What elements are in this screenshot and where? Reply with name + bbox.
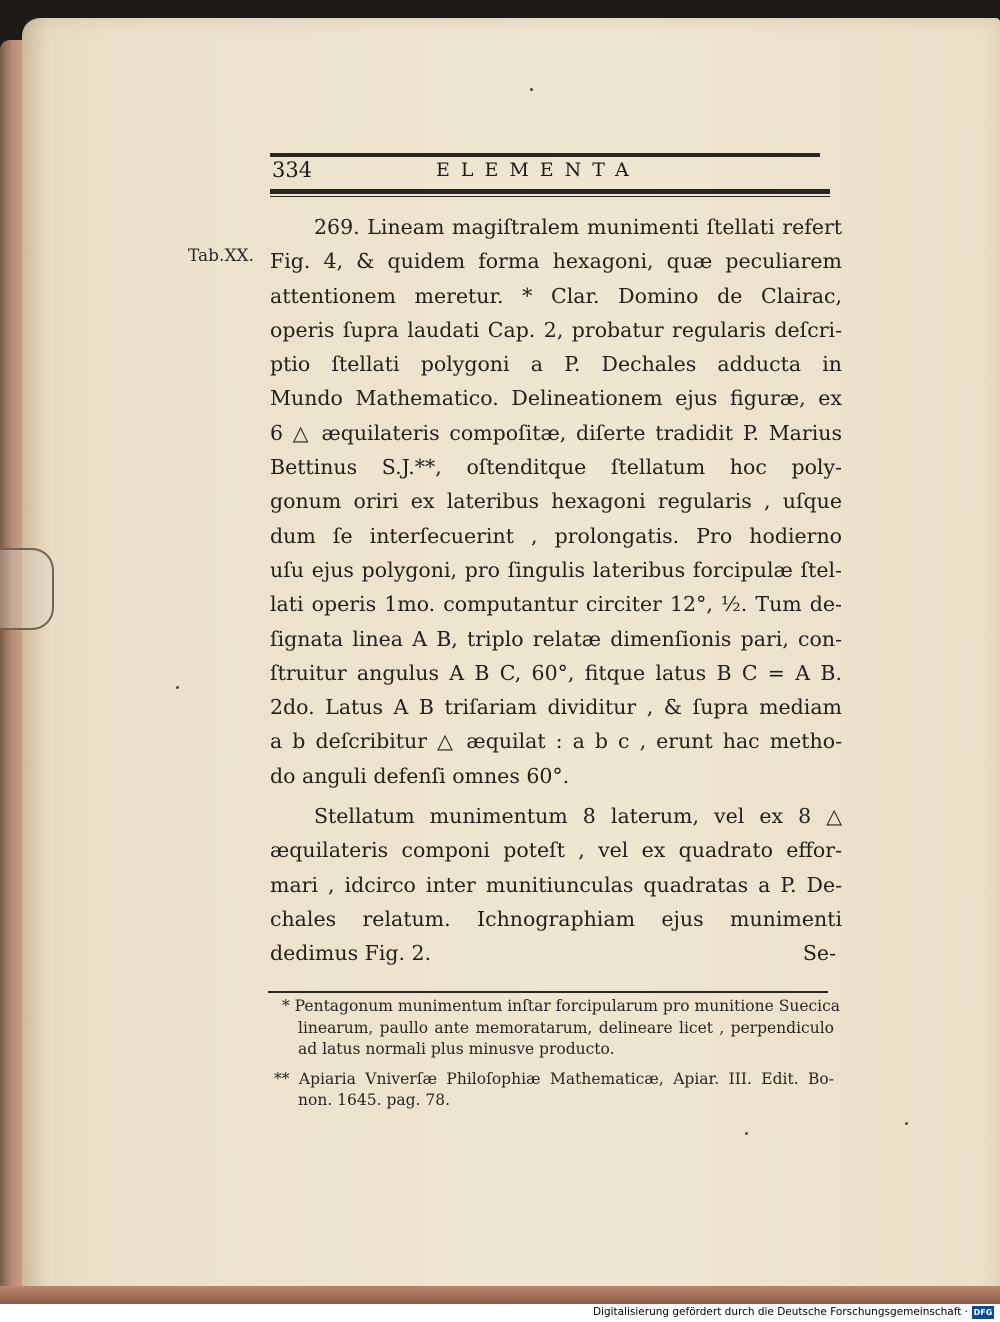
text-line: 269. Lineam magiſtralem munimenti ſtellati refert — [314, 215, 842, 239]
footnote-line: * Pentagonum munimentum inſtar forcipularum pro munitione Suecica — [282, 997, 841, 1015]
text-line: operis ſupra laudati Cap. 2, probatur regularis deſcri- — [270, 317, 842, 342]
text-line: ptio ſtellati polygoni a P. Dechales adducta in — [270, 352, 842, 377]
footnote-rule — [268, 991, 828, 993]
footnotes — [268, 996, 841, 1112]
text-line: ſtruitur angulus A B C, 60°, fitque latus B C = A B. — [270, 660, 842, 685]
header-rule-bottom-thick — [270, 189, 830, 194]
footnote-line: non. 1645. pag. 78. — [298, 1091, 451, 1109]
text-line: 2do. Latus A B triſariam dividitur , & ſupra mediam — [270, 695, 842, 720]
text-line: æquilateris componi poteſt , vel ex quadrato effor- — [270, 838, 842, 863]
text-line: chales relatum. Ichnographiam ejus munimenti — [270, 906, 842, 931]
text-line: attentionem meretur. * Clar. Domino de Clairac, — [270, 283, 842, 308]
text-line: ſignata linea A B, triplo relatæ dimenſionis pari, con- — [270, 626, 842, 651]
dfg-logo: DFG — [973, 1308, 993, 1317]
text-line: gonum oriri ex lateribus hexagoni regularis , uſque — [270, 489, 842, 514]
text-line: 6 △ æquilateris compoſitæ, diſerte tradidit P. Marius — [270, 420, 842, 445]
footnote-line: ad latus normali plus minusve producto. — [298, 1040, 615, 1058]
page-bottom-edge — [0, 1286, 1000, 1304]
text-line: uſu ejus polygoni, pro ſingulis lateribus forcipulæ ſtel- — [270, 557, 842, 582]
text-line: do anguli defenſi omnes 60°. — [270, 763, 570, 788]
text-line: dedimus Fig. 2. — [270, 941, 432, 966]
text-line: Mundo Mathematico. Delineationem ejus figuræ, ex — [270, 386, 842, 411]
footer-credit: Digitalisierung gefördert durch die Deutsche Forschungsgemeinschaft · — [592, 1306, 968, 1318]
text-line: Bettinus S.J.**, oſtenditque ſtellatum hoc poly- — [270, 455, 842, 480]
header-rule-top — [270, 153, 820, 157]
text-line: mari , idcirco inter munitiunculas quadratas a P. De- — [270, 872, 842, 897]
text-line: dum ſe interſecuerint , prolongatis. Pro hodierno — [270, 523, 842, 548]
text-line: Fig. 4, & quidem forma hexagoni, quæ peculiarem — [270, 249, 842, 274]
footnote-line: linearum, paullo ante memoratarum, delineare licet , perpendiculo — [298, 1018, 834, 1037]
running-head: ELEMENTA — [436, 159, 640, 181]
text-line: a b deſcribitur △ æquilat : a b c , erunt hac metho- — [270, 729, 842, 754]
header-rule-bottom-thin — [270, 196, 830, 197]
page-number: 334 — [272, 158, 313, 182]
main-text — [270, 210, 842, 971]
catchword: Se- — [802, 941, 836, 966]
text-line: lati operis 1mo. computantur circiter 12°, ½. Tum de- — [270, 592, 842, 617]
margin-note: Tab.XX. — [188, 246, 255, 266]
text-line: Stellatum munimentum 8 laterum, vel ex 8 △ — [314, 804, 842, 829]
footnote-line: ** Apiaria Vniverſæ Philoſophiæ Mathematicæ, Apiar. III. Edit. Bo- — [274, 1069, 834, 1088]
page-clip — [0, 548, 54, 630]
